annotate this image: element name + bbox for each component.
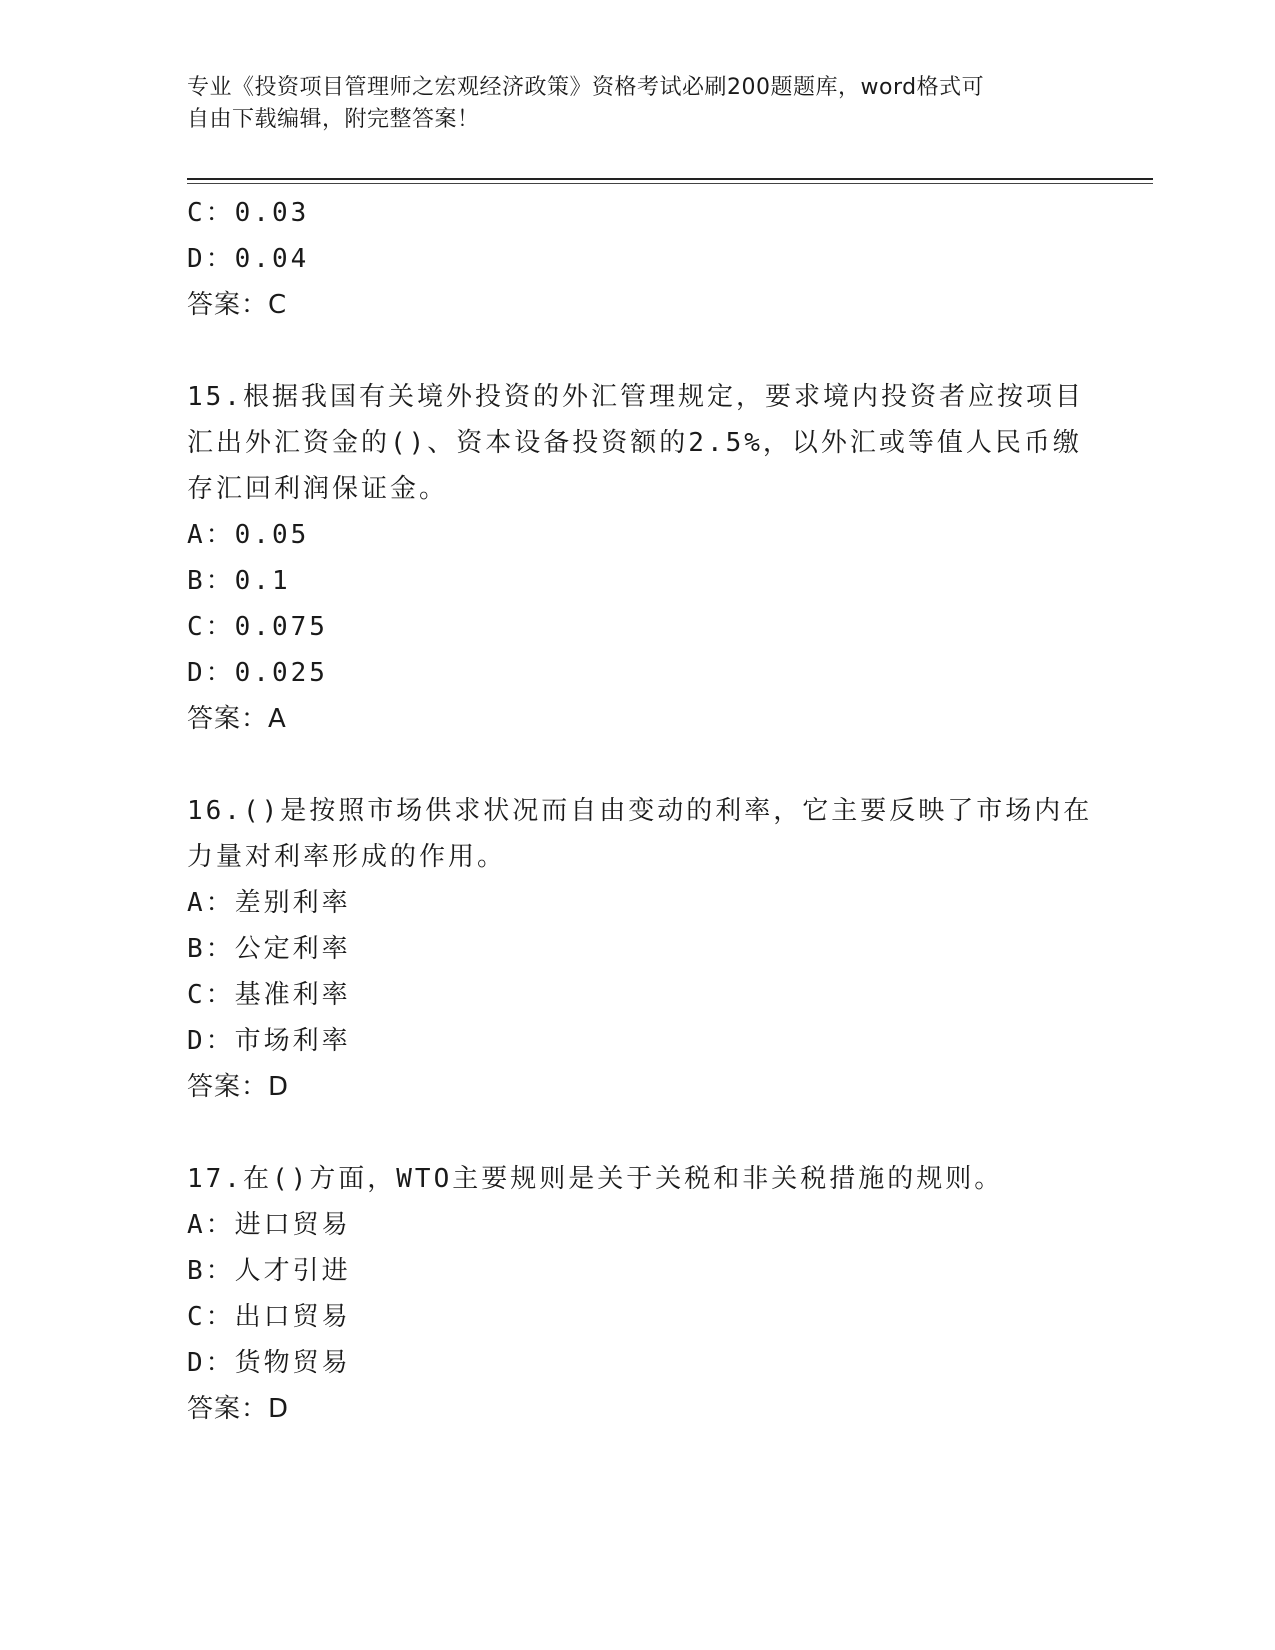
option-b: B：人才引进 (187, 1256, 351, 1286)
question-text-line: 汇出外汇资金的()、资本设备投资额的2.5%，以外汇或等值人民币缴 (187, 428, 1082, 458)
question-16 (187, 788, 1093, 1110)
option-d: D：0.025 (187, 658, 328, 688)
document-header (187, 72, 1067, 136)
option-c: C：0.03 (187, 198, 310, 228)
spacer (187, 328, 1087, 374)
option-c: C：出口贸易 (187, 1302, 351, 1332)
option-a: A：进口贸易 (187, 1210, 351, 1240)
option-d: D：市场利率 (187, 1026, 351, 1056)
option-d: D：0.04 (187, 244, 310, 274)
question-text-line: 16.()是按照市场供求状况而自由变动的利率，它主要反映了市场内在 (187, 796, 1093, 826)
question-text-line: 力量对利率形成的作用。 (187, 842, 507, 872)
header-line-1: 专业《投资项目管理师之宏观经济政策》资格考试必刷200题题库，word格式可 (187, 75, 985, 100)
answer: 答案：A (187, 704, 287, 734)
question-text-line: 17.在()方面，WTO主要规则是关于关税和非关税措施的规则。 (187, 1164, 1004, 1194)
answer: 答案：D (187, 1072, 290, 1102)
option-d: D：货物贸易 (187, 1348, 351, 1378)
spacer (187, 1110, 1087, 1156)
spacer (187, 742, 1087, 788)
option-a: A：0.05 (187, 520, 310, 550)
answer: 答案：D (187, 1394, 290, 1424)
question-text-line: 存汇回利润保证金。 (187, 474, 449, 504)
header-divider-thin (187, 183, 1153, 184)
option-c: C：0.075 (187, 612, 328, 642)
answer: 答案：C (187, 290, 288, 320)
header-line-2: 自由下载编辑，附完整答案！ (187, 107, 480, 132)
question-14-continued (187, 190, 1087, 328)
option-b: B：0.1 (187, 566, 291, 596)
question-15 (187, 374, 1087, 742)
question-text-line: 15.根据我国有关境外投资的外汇管理规定，要求境内投资者应按项目 (187, 382, 1084, 412)
question-list (187, 190, 1093, 1432)
header-divider-thick (187, 178, 1153, 180)
question-17 (187, 1156, 1087, 1432)
option-a: A：差别利率 (187, 888, 351, 918)
option-c: C：基准利率 (187, 980, 351, 1010)
option-b: B：公定利率 (187, 934, 351, 964)
